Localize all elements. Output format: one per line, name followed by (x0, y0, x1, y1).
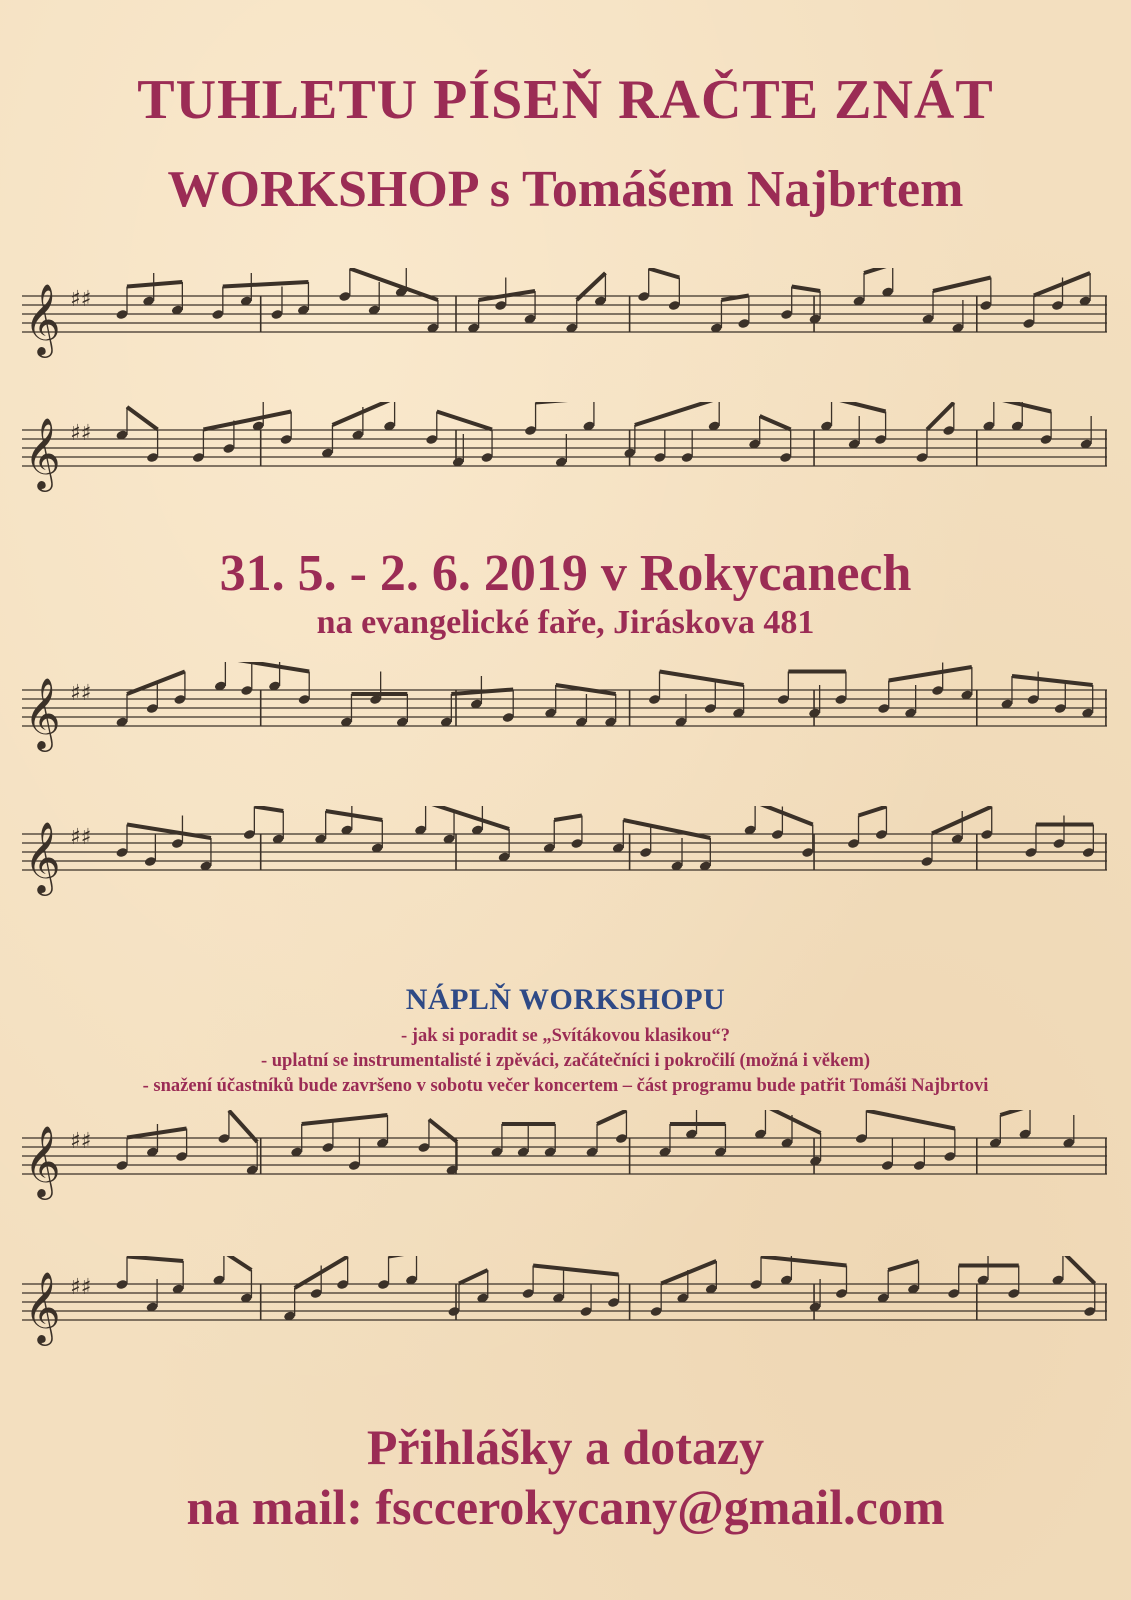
note-beam (459, 1270, 488, 1284)
treble-clef-icon: 𝄞 (24, 676, 61, 749)
note-beam (437, 412, 492, 430)
note-beam (1012, 676, 1093, 685)
note-beam (536, 402, 594, 403)
music-staff (22, 662, 1112, 772)
staff-drawing (22, 268, 1112, 378)
note-beam (792, 287, 820, 292)
staff-drawing (22, 1256, 1112, 1366)
note-beam (326, 811, 383, 820)
music-staff (22, 806, 1112, 916)
note-beam (225, 662, 309, 672)
note-beam (888, 1261, 918, 1270)
note-beam (864, 268, 893, 273)
treble-clef-icon: 𝄞 (24, 416, 61, 489)
content-item: - snažení účastníků bude završeno v sobotu večer koncertem – část programu bude patřit Tomáši Najbrtovi (142, 1076, 989, 1096)
sharp-icon: ♯♯ (70, 681, 92, 706)
sharp-icon: ♯♯ (70, 825, 92, 850)
staff-drawing (22, 402, 1112, 512)
note-beam (623, 820, 710, 838)
poster-subtitle: WORKSHOP s Tomášem Najbrtem (167, 161, 964, 218)
sharp-icon: ♯♯ (70, 1275, 92, 1300)
content-item: - uplatní se instrumentalisté i zpěváci, začátečníci i pokročilí (možná i věkem) (260, 1051, 871, 1071)
note-beam (127, 825, 211, 839)
note-beam (866, 1111, 954, 1129)
content-item: - jak si poradit se „Svítákovou klasikou“? (401, 1026, 730, 1046)
note-beam (554, 816, 582, 821)
poster-title: TUHLETU PÍSEŇ RAČTE ZNÁT (137, 69, 994, 131)
note-beam (389, 1256, 417, 1257)
note-beam (889, 667, 972, 681)
treble-clef-icon: 𝄞 (24, 1270, 61, 1343)
note-beam (332, 402, 394, 425)
treble-clef-icon: 𝄞 (24, 1124, 61, 1197)
note-beam (1000, 1110, 1030, 1115)
note-beam (661, 1261, 716, 1284)
contact-email: na mail: fsccerokycany@gmail.com (186, 1479, 945, 1535)
note-beam (832, 402, 886, 412)
note-beam (127, 1257, 183, 1262)
note-beam (127, 282, 182, 287)
note-beam (203, 412, 291, 430)
sharp-icon: ♯♯ (70, 1129, 92, 1154)
note-beam (597, 1111, 626, 1125)
staff-drawing (22, 662, 1112, 772)
note-beam (933, 278, 991, 292)
music-staff (22, 1256, 1112, 1366)
note-beam (224, 1256, 252, 1270)
sharp-icon: ♯♯ (70, 421, 92, 446)
note-beam (127, 407, 158, 430)
note-beam (660, 672, 744, 686)
music-staff (22, 268, 1112, 378)
staff-drawing (22, 1110, 1112, 1220)
treble-clef-icon: 𝄞 (24, 282, 61, 355)
music-staff (22, 402, 1112, 512)
content-heading: NÁPLŇ WORKSHOPU (405, 983, 726, 1016)
note-beam (859, 807, 887, 816)
note-beam (426, 806, 510, 829)
note-beam (254, 807, 283, 812)
contact-heading: Přihlášky a dotazy (366, 1419, 765, 1475)
note-beam (760, 416, 791, 430)
note-beam (302, 1115, 388, 1124)
note-beam (350, 269, 438, 301)
event-date: 31. 5. - 2. 6. 2019 v Rokycanech (219, 545, 912, 602)
staff-drawing (22, 806, 1112, 916)
event-venue: na evangelické faře, Jiráskova 481 (316, 604, 815, 641)
note-beam (229, 1111, 257, 1143)
note-beam (223, 282, 309, 287)
music-staff (22, 1110, 1112, 1220)
note-beam (755, 806, 813, 825)
sharp-icon: ♯♯ (70, 287, 92, 312)
note-beam (761, 1257, 846, 1266)
note-beam (635, 402, 719, 425)
note-beam (1063, 1256, 1095, 1284)
note-beam (765, 1110, 820, 1133)
note-beam (533, 1266, 618, 1275)
note-beam (649, 269, 680, 278)
treble-clef-icon: 𝄞 (24, 820, 61, 893)
note-beam (927, 403, 954, 430)
content-list (0, 1024, 1131, 1099)
